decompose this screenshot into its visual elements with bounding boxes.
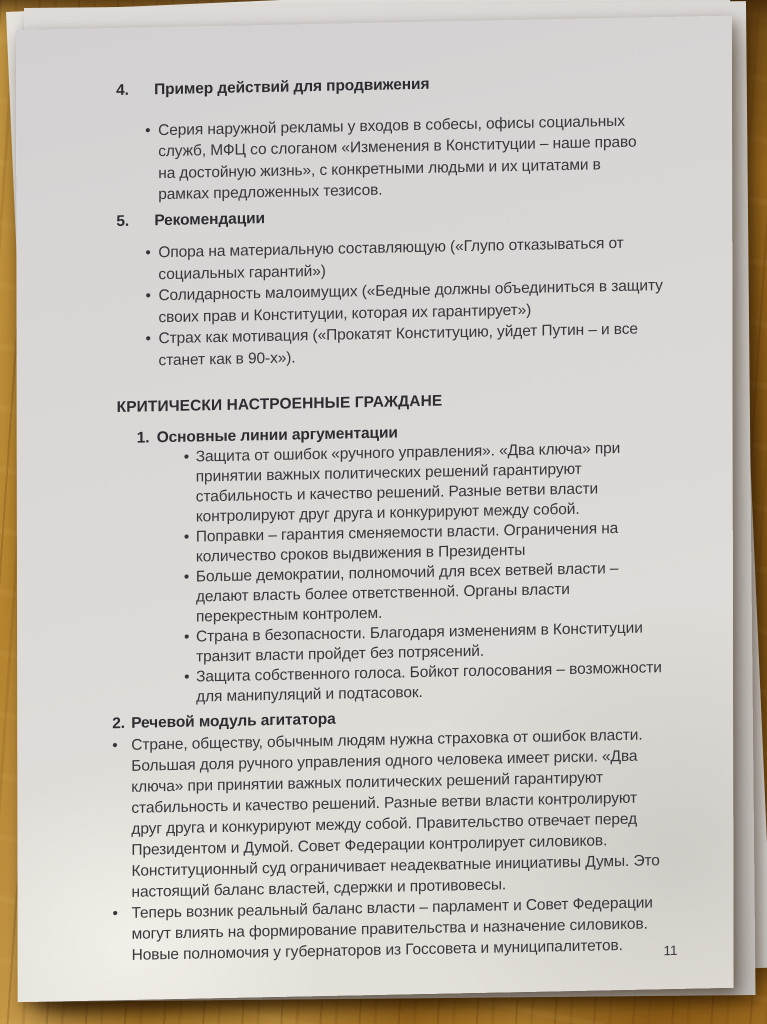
subsection-2-bullet-list	[112, 722, 733, 966]
list-item	[113, 890, 734, 965]
section-number: 5.	[116, 212, 130, 230]
bullet-text: Стране, обществу, обычным людям нужна страховка от ошибок власти. Большая доля ручного управления одного человека имеет риски. «Два ключа» при принятии важных политических решений гарантируют стабильность и качество решений. Разные ветви власти контролируют друг друга и конкурируют между собой. Правительство отвечает перед Президентом и Думой. Совет Федерации контролирует силовиков. Конституционный суд ограничивает неадекватные инициативы Думы. Это настоящий баланс властей, сдержки и противовесы.	[131, 726, 660, 901]
document-page	[16, 16, 734, 1003]
bullet-marker: •	[145, 244, 151, 262]
section-4-heading	[116, 68, 732, 102]
bullet-marker: •	[184, 668, 190, 686]
section-title: Пример действий для продвижения	[154, 75, 430, 99]
bullet-marker: •	[145, 330, 151, 348]
page-number: 11	[663, 942, 678, 959]
bullet-marker: •	[183, 528, 190, 546]
bullet-text: Поправки – гарантия сменяемости власти. Ограничения на количество сроков выдвижения в Президенты	[195, 520, 619, 566]
bullet-marker: •	[145, 287, 151, 305]
bullet-text: Теперь возник реальный баланс власти – парламент и Совет Федерации могут влиять на формирование правительства и назначение силовиков. Новые полномочия у губернаторов из Госсовета и муниципалитетов.	[131, 893, 653, 964]
bullet-marker: •	[183, 448, 190, 466]
subsection-title: Речевой модуль агитатора	[131, 710, 336, 732]
section-4-bullet-list	[145, 108, 732, 206]
section-number: 4.	[116, 81, 129, 100]
section-5-bullet-list	[145, 231, 732, 372]
section-title: Рекомендации	[154, 209, 265, 229]
bullet-text: Больше демократии, полномочий для всех ветвей власти – делают власть более ответственной. Органы власти перекрестным контролем.	[195, 560, 619, 626]
bullet-marker: •	[112, 904, 118, 922]
subsection-number: 1.	[136, 428, 150, 447]
bullet-text: Страх как мотивация («Прокатят Конституцию, уйдет Путин – и все станет как в 90-х»).	[158, 320, 638, 369]
page-content	[16, 16, 734, 1003]
bullet-text: Защита собственного голоса. Бойкот голосования – возможности для манипуляций и подтасовок.	[196, 659, 662, 706]
list-item	[184, 437, 733, 528]
chapter-heading: КРИТИЧЕСКИ НАСТРОЕННЫЕ ГРАЖДАНЕ	[116, 392, 443, 417]
subsection-1-bullet-list	[184, 437, 733, 708]
subsection-number: 2.	[112, 714, 125, 733]
list-item	[112, 722, 733, 902]
list-item	[145, 108, 732, 206]
bullet-text: Серия наружной рекламы у входов в собесы, офисы социальных служб, МФЦ со слоганом «Изменения в Конституции – наше право на достойную жизнь», с конкретными людьми и их цитатами в рамках предложенных тезисов.	[158, 112, 637, 204]
bullet-marker: •	[183, 568, 190, 586]
bullet-text: Опора на материальную составляющую («Глупо отказываться от социальных гарантий»)	[158, 234, 624, 283]
bullet-marker: •	[112, 736, 118, 754]
subsection-title: Основные линии аргументации	[156, 423, 398, 446]
list-item	[184, 557, 733, 628]
bullet-marker: •	[184, 628, 190, 646]
bullet-marker: •	[145, 121, 151, 139]
bullet-text: Солидарность малоимущих («Бедные должны объединиться в защиту своих прав и Конституции, которая их гарантирует»)	[158, 277, 663, 326]
bullet-text: Страна в безопасности. Благодаря изменениям в Конституции транзит власти пройдет без потрясений.	[196, 619, 643, 666]
bullet-text: Защита от ошибок «ручного управления». «Два ключа» при принятии важных политических решений гарантируют стабильность и качество решений. Разные ветви власти контролируют друг друга и конкурируют между собой.	[195, 439, 621, 526]
